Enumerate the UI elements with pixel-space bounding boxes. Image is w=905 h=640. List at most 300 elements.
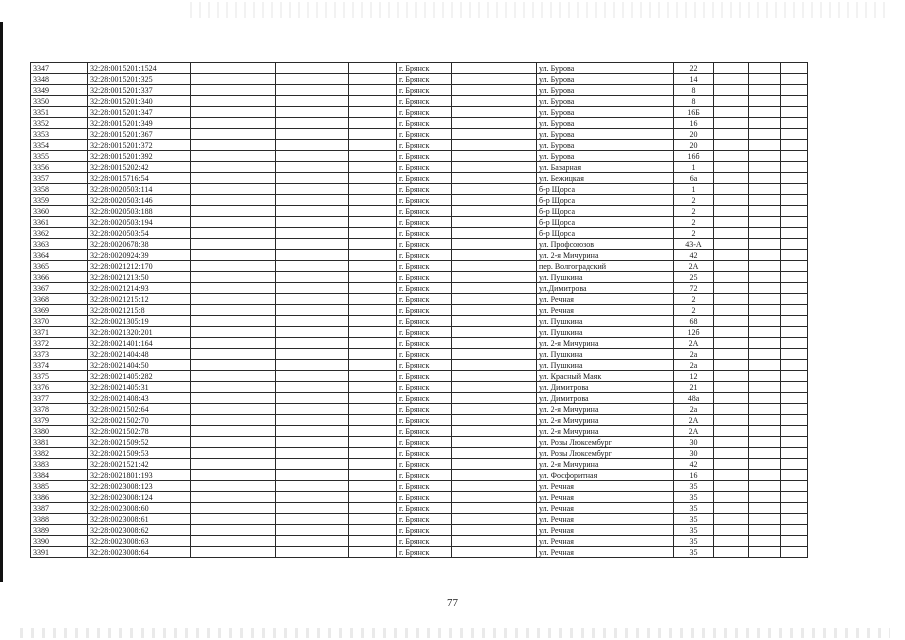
blank-cell (276, 107, 349, 118)
house-number-cell: 16 (674, 470, 714, 481)
blank-cell (781, 63, 808, 74)
row-number-cell: 3383 (31, 459, 88, 470)
house-number-cell: 35 (674, 547, 714, 558)
cadastral-number-cell: 32:28:0023008:123 (88, 481, 191, 492)
blank-cell (349, 514, 397, 525)
blank-cell (452, 514, 537, 525)
blank-cell (191, 250, 276, 261)
row-number-cell: 3365 (31, 261, 88, 272)
blank-cell (191, 228, 276, 239)
blank-cell (191, 96, 276, 107)
blank-cell (749, 536, 781, 547)
cadastral-number-cell: 32:28:0020924:39 (88, 250, 191, 261)
blank-cell (452, 206, 537, 217)
blank-cell (276, 305, 349, 316)
street-cell: ул. Профсоюзов (537, 239, 674, 250)
row-number-cell: 3386 (31, 492, 88, 503)
city-cell: г. Брянск (397, 151, 452, 162)
street-cell: ул. Димитрова (537, 393, 674, 404)
table-row (31, 85, 808, 96)
cadastral-number-cell: 32:28:0023008:62 (88, 525, 191, 536)
blank-cell (276, 448, 349, 459)
street-cell: ул. Речная (537, 481, 674, 492)
blank-cell (781, 261, 808, 272)
blank-cell (191, 74, 276, 85)
city-cell: г. Брянск (397, 327, 452, 338)
blank-cell (749, 305, 781, 316)
house-number-cell: 2 (674, 217, 714, 228)
table-row (31, 294, 808, 305)
blank-cell (749, 129, 781, 140)
street-cell: ул. Пушкина (537, 316, 674, 327)
cadastral-number-cell: 32:28:0015716:54 (88, 173, 191, 184)
street-cell: ул. 2-я Мичурина (537, 426, 674, 437)
blank-cell (349, 338, 397, 349)
blank-cell (714, 415, 749, 426)
blank-cell (349, 327, 397, 338)
blank-cell (781, 184, 808, 195)
blank-cell (191, 239, 276, 250)
table-row (31, 184, 808, 195)
city-cell: г. Брянск (397, 426, 452, 437)
blank-cell (191, 85, 276, 96)
street-cell: ул. Речная (537, 503, 674, 514)
cadastral-number-cell: 32:28:0021405:31 (88, 382, 191, 393)
blank-cell (714, 85, 749, 96)
blank-cell (191, 294, 276, 305)
blank-cell (452, 404, 537, 415)
house-number-cell: 42 (674, 250, 714, 261)
blank-cell (452, 173, 537, 184)
street-cell: ул. Речная (537, 536, 674, 547)
blank-cell (452, 525, 537, 536)
cadastral-number-cell: 32:28:0021404:48 (88, 349, 191, 360)
house-number-cell: 35 (674, 503, 714, 514)
cadastral-number-cell: 32:28:0021405:282 (88, 371, 191, 382)
street-cell: ул. Пушкина (537, 327, 674, 338)
cadastral-number-cell: 32:28:0015201:340 (88, 96, 191, 107)
street-cell: ул. Димитрова (537, 382, 674, 393)
blank-cell (749, 393, 781, 404)
blank-cell (749, 327, 781, 338)
street-cell: ул. Бурова (537, 129, 674, 140)
house-number-cell: 2А (674, 261, 714, 272)
blank-cell (191, 206, 276, 217)
city-cell: г. Брянск (397, 228, 452, 239)
blank-cell (714, 459, 749, 470)
house-number-cell: 42 (674, 459, 714, 470)
blank-cell (191, 173, 276, 184)
row-number-cell: 3375 (31, 371, 88, 382)
city-cell: г. Брянск (397, 305, 452, 316)
house-number-cell: 35 (674, 481, 714, 492)
table-row (31, 217, 808, 228)
blank-cell (452, 283, 537, 294)
table-row (31, 305, 808, 316)
blank-cell (191, 129, 276, 140)
house-number-cell: 48а (674, 393, 714, 404)
blank-cell (714, 448, 749, 459)
city-cell: г. Брянск (397, 217, 452, 228)
table-row (31, 360, 808, 371)
blank-cell (749, 96, 781, 107)
blank-cell (781, 481, 808, 492)
blank-cell (452, 184, 537, 195)
house-number-cell: 25 (674, 272, 714, 283)
blank-cell (191, 327, 276, 338)
house-number-cell: 16б (674, 151, 714, 162)
blank-cell (349, 492, 397, 503)
city-cell: г. Брянск (397, 448, 452, 459)
blank-cell (781, 250, 808, 261)
blank-cell (714, 426, 749, 437)
cadastral-number-cell: 32:28:0021404:50 (88, 360, 191, 371)
row-number-cell: 3372 (31, 338, 88, 349)
blank-cell (349, 228, 397, 239)
house-number-cell: 16Б (674, 107, 714, 118)
blank-cell (349, 481, 397, 492)
table-row (31, 283, 808, 294)
street-cell: ул. Бурова (537, 63, 674, 74)
blank-cell (749, 437, 781, 448)
house-number-cell: 22 (674, 63, 714, 74)
blank-cell (191, 360, 276, 371)
blank-cell (714, 327, 749, 338)
blank-cell (191, 448, 276, 459)
city-cell: г. Брянск (397, 459, 452, 470)
blank-cell (714, 514, 749, 525)
blank-cell (452, 503, 537, 514)
blank-cell (714, 360, 749, 371)
table-row (31, 173, 808, 184)
blank-cell (714, 63, 749, 74)
city-cell: г. Брянск (397, 503, 452, 514)
blank-cell (781, 382, 808, 393)
blank-cell (749, 426, 781, 437)
row-number-cell: 3351 (31, 107, 88, 118)
blank-cell (191, 481, 276, 492)
blank-cell (452, 327, 537, 338)
blank-cell (714, 261, 749, 272)
cadastral-number-cell: 32:28:0021408:43 (88, 393, 191, 404)
blank-cell (714, 74, 749, 85)
city-cell: г. Брянск (397, 96, 452, 107)
blank-cell (191, 503, 276, 514)
table-row (31, 503, 808, 514)
street-cell: ул. Речная (537, 492, 674, 503)
registry-table (30, 62, 808, 558)
blank-cell (749, 448, 781, 459)
street-cell: ул. Базарная (537, 162, 674, 173)
table-row (31, 448, 808, 459)
blank-cell (191, 514, 276, 525)
blank-cell (452, 294, 537, 305)
blank-cell (714, 195, 749, 206)
blank-cell (452, 217, 537, 228)
scan-noise-top (190, 2, 890, 18)
blank-cell (452, 85, 537, 96)
blank-cell (749, 459, 781, 470)
house-number-cell: 43-А (674, 239, 714, 250)
cadastral-number-cell: 32:28:0021502:70 (88, 415, 191, 426)
house-number-cell: 30 (674, 448, 714, 459)
blank-cell (781, 492, 808, 503)
cadastral-number-cell: 32:28:0021401:164 (88, 338, 191, 349)
house-number-cell: 8 (674, 96, 714, 107)
blank-cell (276, 294, 349, 305)
blank-cell (749, 371, 781, 382)
blank-cell (349, 393, 397, 404)
house-number-cell: 8 (674, 85, 714, 96)
blank-cell (749, 173, 781, 184)
blank-cell (714, 393, 749, 404)
house-number-cell: 2а (674, 360, 714, 371)
row-number-cell: 3377 (31, 393, 88, 404)
city-cell: г. Брянск (397, 393, 452, 404)
blank-cell (452, 118, 537, 129)
blank-cell (781, 393, 808, 404)
blank-cell (349, 162, 397, 173)
blank-cell (191, 525, 276, 536)
blank-cell (349, 96, 397, 107)
blank-cell (714, 404, 749, 415)
house-number-cell: 2 (674, 206, 714, 217)
blank-cell (452, 393, 537, 404)
blank-cell (749, 360, 781, 371)
blank-cell (349, 448, 397, 459)
blank-cell (781, 151, 808, 162)
blank-cell (191, 470, 276, 481)
blank-cell (191, 459, 276, 470)
blank-cell (349, 74, 397, 85)
blank-cell (714, 173, 749, 184)
blank-cell (452, 536, 537, 547)
street-cell: ул. Речная (537, 305, 674, 316)
table-row (31, 404, 808, 415)
blank-cell (349, 206, 397, 217)
blank-cell (276, 492, 349, 503)
blank-cell (349, 503, 397, 514)
cadastral-number-cell: 32:28:0021509:53 (88, 448, 191, 459)
blank-cell (714, 294, 749, 305)
table-row (31, 96, 808, 107)
blank-cell (781, 371, 808, 382)
blank-cell (781, 327, 808, 338)
cadastral-number-cell: 32:28:0021320:201 (88, 327, 191, 338)
blank-cell (749, 404, 781, 415)
city-cell: г. Брянск (397, 195, 452, 206)
blank-cell (452, 547, 537, 558)
cadastral-number-cell: 32:28:0020503:54 (88, 228, 191, 239)
cadastral-number-cell: 32:28:0023008:63 (88, 536, 191, 547)
blank-cell (714, 239, 749, 250)
house-number-cell: 12б (674, 327, 714, 338)
row-number-cell: 3378 (31, 404, 88, 415)
blank-cell (191, 118, 276, 129)
city-cell: г. Брянск (397, 316, 452, 327)
blank-cell (714, 217, 749, 228)
blank-cell (349, 129, 397, 140)
row-number-cell: 3360 (31, 206, 88, 217)
blank-cell (781, 272, 808, 283)
city-cell: г. Брянск (397, 129, 452, 140)
row-number-cell: 3385 (31, 481, 88, 492)
blank-cell (349, 459, 397, 470)
blank-cell (349, 316, 397, 327)
blank-cell (781, 85, 808, 96)
blank-cell (714, 129, 749, 140)
blank-cell (276, 239, 349, 250)
blank-cell (349, 118, 397, 129)
cadastral-number-cell: 32:28:0023008:124 (88, 492, 191, 503)
blank-cell (276, 393, 349, 404)
blank-cell (191, 63, 276, 74)
table-row (31, 206, 808, 217)
street-cell: б-р Щорса (537, 206, 674, 217)
row-number-cell: 3367 (31, 283, 88, 294)
blank-cell (191, 305, 276, 316)
blank-cell (349, 184, 397, 195)
blank-cell (781, 228, 808, 239)
blank-cell (781, 140, 808, 151)
table-row (31, 492, 808, 503)
blank-cell (452, 481, 537, 492)
blank-cell (452, 371, 537, 382)
blank-cell (452, 96, 537, 107)
row-number-cell: 3353 (31, 129, 88, 140)
blank-cell (191, 382, 276, 393)
street-cell: ул.Димитрова (537, 283, 674, 294)
blank-cell (276, 371, 349, 382)
table-row (31, 63, 808, 74)
blank-cell (714, 492, 749, 503)
city-cell: г. Брянск (397, 239, 452, 250)
table-row (31, 349, 808, 360)
blank-cell (349, 195, 397, 206)
blank-cell (749, 470, 781, 481)
blank-cell (452, 74, 537, 85)
city-cell: г. Брянск (397, 250, 452, 261)
blank-cell (749, 184, 781, 195)
row-number-cell: 3354 (31, 140, 88, 151)
blank-cell (749, 481, 781, 492)
blank-cell (781, 415, 808, 426)
house-number-cell: 6а (674, 173, 714, 184)
blank-cell (781, 162, 808, 173)
city-cell: г. Брянск (397, 140, 452, 151)
blank-cell (349, 272, 397, 283)
blank-cell (749, 272, 781, 283)
row-number-cell: 3369 (31, 305, 88, 316)
blank-cell (749, 140, 781, 151)
blank-cell (749, 85, 781, 96)
city-cell: г. Брянск (397, 371, 452, 382)
blank-cell (714, 349, 749, 360)
blank-cell (191, 437, 276, 448)
street-cell: ул. Бежицкая (537, 173, 674, 184)
cadastral-number-cell: 32:28:0015201:347 (88, 107, 191, 118)
blank-cell (714, 481, 749, 492)
row-number-cell: 3359 (31, 195, 88, 206)
street-cell: б-р Щорса (537, 217, 674, 228)
street-cell: ул. 2-я Мичурина (537, 404, 674, 415)
city-cell: г. Брянск (397, 272, 452, 283)
row-number-cell: 3349 (31, 85, 88, 96)
house-number-cell: 2А (674, 415, 714, 426)
city-cell: г. Брянск (397, 118, 452, 129)
blank-cell (714, 316, 749, 327)
row-number-cell: 3374 (31, 360, 88, 371)
blank-cell (349, 360, 397, 371)
city-cell: г. Брянск (397, 492, 452, 503)
blank-cell (191, 195, 276, 206)
city-cell: г. Брянск (397, 514, 452, 525)
blank-cell (781, 470, 808, 481)
cadastral-number-cell: 32:28:0020503:146 (88, 195, 191, 206)
blank-cell (276, 503, 349, 514)
blank-cell (276, 404, 349, 415)
cadastral-number-cell: 32:28:0021213:50 (88, 272, 191, 283)
blank-cell (191, 107, 276, 118)
blank-cell (714, 470, 749, 481)
blank-cell (191, 261, 276, 272)
street-cell: ул. Речная (537, 514, 674, 525)
house-number-cell: 2 (674, 195, 714, 206)
blank-cell (349, 382, 397, 393)
blank-cell (714, 382, 749, 393)
blank-cell (349, 371, 397, 382)
table-row (31, 514, 808, 525)
blank-cell (349, 547, 397, 558)
blank-cell (452, 305, 537, 316)
blank-cell (349, 107, 397, 118)
blank-cell (349, 239, 397, 250)
blank-cell (452, 470, 537, 481)
blank-cell (276, 217, 349, 228)
cadastral-number-cell: 32:28:0015202:42 (88, 162, 191, 173)
blank-cell (452, 107, 537, 118)
registry-table-wrapper (30, 62, 808, 558)
blank-cell (749, 338, 781, 349)
blank-cell (276, 349, 349, 360)
street-cell: ул. Пушкина (537, 272, 674, 283)
blank-cell (749, 162, 781, 173)
city-cell: г. Брянск (397, 74, 452, 85)
street-cell: ул. 2-я Мичурина (537, 250, 674, 261)
blank-cell (452, 360, 537, 371)
house-number-cell: 2А (674, 338, 714, 349)
blank-cell (452, 151, 537, 162)
cadastral-number-cell: 32:28:0020503:194 (88, 217, 191, 228)
blank-cell (781, 74, 808, 85)
blank-cell (452, 338, 537, 349)
house-number-cell: 2а (674, 349, 714, 360)
page-number: 77 (447, 597, 458, 609)
blank-cell (276, 283, 349, 294)
blank-cell (191, 536, 276, 547)
blank-cell (276, 470, 349, 481)
cadastral-number-cell: 32:28:0020678:38 (88, 239, 191, 250)
city-cell: г. Брянск (397, 184, 452, 195)
street-cell: ул. Речная (537, 525, 674, 536)
street-cell: ул. Красный Маяк (537, 371, 674, 382)
city-cell: г. Брянск (397, 294, 452, 305)
blank-cell (349, 349, 397, 360)
blank-cell (191, 393, 276, 404)
blank-cell (452, 448, 537, 459)
blank-cell (781, 96, 808, 107)
house-number-cell: 30 (674, 437, 714, 448)
